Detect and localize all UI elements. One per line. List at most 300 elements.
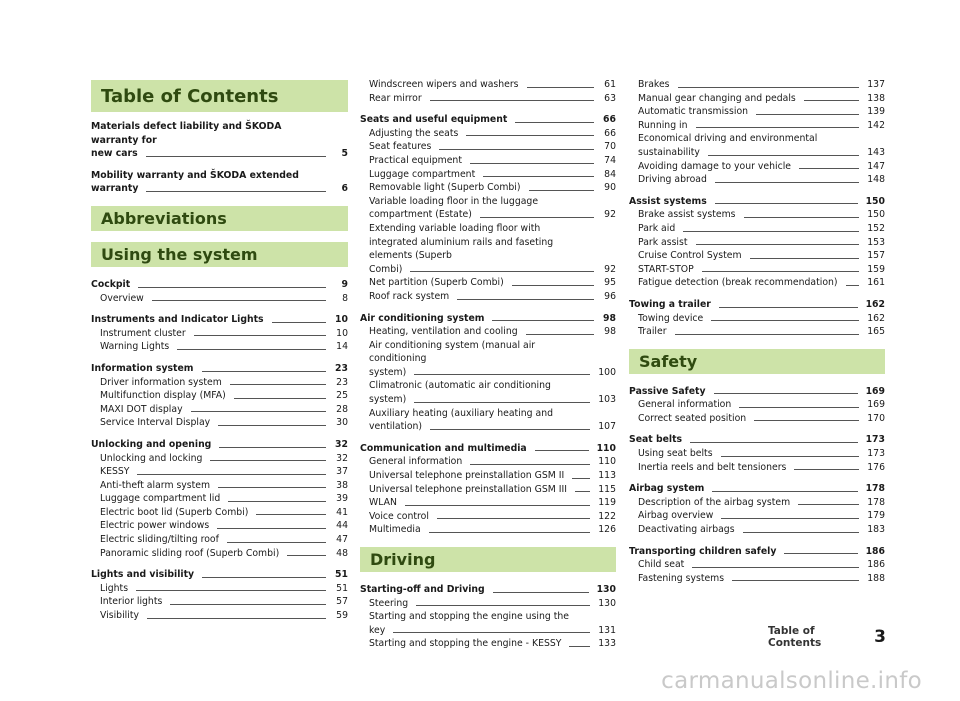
toc-subentry[interactable] [360,154,616,168]
entry-page-number: 41 [336,506,348,518]
entry-title: Luggage compartment lid [100,493,221,505]
toc-subentry[interactable] [360,637,616,651]
entry-title: Towing a trailer [629,298,711,310]
leader-line [719,307,858,308]
entry-title: Seats and useful equipment [360,114,508,126]
entry-page-number: 66 [604,127,616,139]
entry-page-number: 98 [603,312,616,324]
entry-page-number: 152 [867,222,885,234]
entry-title-line1: Starting and stopping the engine using the [369,611,570,623]
leader-line [405,505,590,506]
leader-line [696,127,860,128]
leader-line [575,491,590,492]
toc-subentry[interactable] [91,292,348,306]
entry-page-number: 84 [604,168,616,180]
entry-title: Correct seated position [638,412,747,424]
toc-subentry[interactable] [629,105,885,119]
leader-line [228,501,326,502]
entry-title: KESSY [100,466,130,478]
leader-line [739,407,859,408]
toc-subentry[interactable] [629,236,885,250]
entry-title: Warning Lights [100,341,170,353]
leader-line [711,320,859,321]
entry-title: Trailer [638,326,667,338]
entry-page-number: 138 [867,92,885,104]
entry-page-number: 44 [336,520,348,532]
toc-subentry[interactable] [629,461,885,475]
entry-title: Combi) [369,263,403,275]
toc-subentry[interactable] [360,379,616,406]
leader-line [708,155,859,156]
leader-line [202,371,327,372]
leader-line [714,393,858,394]
entry-page-number: 186 [865,545,885,557]
entry-title: Running in [638,119,688,131]
toc-chapter-entry[interactable] [91,169,348,196]
entry-title: Driver information system [100,376,222,388]
toc-subentry[interactable] [629,325,885,339]
leader-line [393,632,590,633]
toc-subentry[interactable] [91,609,348,623]
leader-line [675,334,860,335]
entry-page-number: 170 [867,412,885,424]
entry-title: Overview [100,292,144,304]
entry-title: Using seat belts [638,448,713,460]
toc-subentry[interactable] [629,496,885,510]
toc-subentry[interactable] [629,263,885,277]
entry-title: Fastening systems [638,572,725,584]
leader-line [230,384,326,385]
toc-subentry[interactable] [629,249,885,263]
leader-line [146,191,326,192]
toc-subentry[interactable] [91,452,348,466]
leader-line [437,518,590,519]
toc-chapter-entry[interactable] [360,113,616,127]
leader-line [470,464,590,465]
toc-subentry[interactable] [360,127,616,141]
leader-line [470,163,594,164]
toc-subentry[interactable] [629,312,885,326]
entry-title: WLAN [369,497,397,509]
entry-title: Driving abroad [638,174,707,186]
page-number: 3 [874,627,886,647]
entry-page-number: 142 [867,119,885,131]
toc-subentry[interactable] [91,506,348,520]
leader-line [287,555,326,556]
entry-title: Description of the airbag system [638,496,791,508]
entry-title: Electric power windows [100,520,210,532]
entry-page-number: 10 [335,314,348,326]
leader-line [569,646,590,647]
entry-page-number: 183 [867,524,885,536]
leader-line [535,450,589,451]
entry-page-number: 39 [336,493,348,505]
entry-page-number: 159 [867,263,885,275]
leader-line [430,429,590,430]
leader-line [692,567,859,568]
entry-title: Practical equipment [369,154,462,166]
entry-page-number: 186 [867,559,885,571]
entry-title: Service Interval Display [100,417,211,429]
leader-line [690,442,857,443]
section-heading: Abbreviations [91,206,348,231]
entry-page-number: 14 [336,341,348,353]
entry-page-number: 107 [598,421,616,433]
toc-chapter-entry[interactable] [360,583,616,597]
entry-title: Luggage compartment [369,168,476,180]
leader-line [152,300,326,301]
leader-line [798,504,859,505]
entry-title: Deactivating airbags [638,524,735,536]
entry-title: Voice control [369,510,429,522]
entry-title-line1: Air conditioning system (manual air conditioning [369,339,536,365]
leader-line [218,487,326,488]
entry-page-number: 147 [867,160,885,172]
toc-subentry[interactable] [360,496,616,510]
leader-line [146,156,326,157]
entry-page-number: 176 [867,461,885,473]
entry-title: Unlocking and locking [100,452,203,464]
toc-subentry[interactable] [360,523,616,537]
toc-subentry[interactable] [360,140,616,154]
entry-page-number: 38 [336,479,348,491]
entry-title: Child seat [638,559,685,571]
toc-subentry[interactable] [91,465,348,479]
leader-line [466,135,594,136]
entry-page-number: 96 [604,290,616,302]
entry-page-number: 10 [336,327,348,339]
entry-title: Starting-off and Driving [360,584,485,595]
watermark: carmanualsonline.info [661,668,922,694]
toc-subentry[interactable] [360,195,616,222]
entry-title: Windscreen wipers and washers [369,79,519,90]
entry-page-number: 59 [336,610,348,622]
toc-subentry[interactable] [629,572,885,586]
entry-title-line1: Extending variable loading floor with integrated aluminium rails and faseting elements (Superb [369,222,554,262]
leader-line [170,604,326,605]
entry-title: Automatic transmission [638,106,749,118]
leader-line [219,447,326,448]
entry-title: Multifunction display (MFA) [100,390,226,402]
entry-page-number: 137 [867,79,885,90]
entry-page-number: 37 [336,466,348,478]
toc-subentry[interactable] [629,132,885,159]
entry-title: Airbag system [629,483,705,495]
entry-title: system) [369,394,407,406]
toc-subentry[interactable] [91,416,348,430]
toc-subentry[interactable] [629,398,885,412]
entry-title: Adjusting the seats [369,127,459,139]
entry-title: system) [369,366,407,378]
toc-subentry[interactable] [360,325,616,339]
entry-title: Park aid [638,222,676,234]
entry-page-number: 131 [598,624,616,636]
leader-line [217,528,326,529]
leader-line [147,618,326,619]
entry-page-number: 169 [865,385,885,397]
entry-page-number: 150 [867,209,885,221]
toc-subentry[interactable] [629,412,885,426]
entry-page-number: 133 [598,638,616,650]
entry-title: Unlocking and opening [91,438,212,450]
leader-line [227,542,326,543]
leader-line [756,114,859,115]
entry-page-number: 173 [865,434,885,446]
entry-title: Communication and multimedia [360,442,527,454]
toc-subentry[interactable] [91,547,348,561]
toc-subentry[interactable] [91,595,348,609]
toc-subentry[interactable] [360,597,616,611]
entry-page-number: 70 [604,141,616,153]
toc-chapter-entry[interactable] [91,362,348,376]
entry-title: Brakes [638,79,670,90]
entry-title: Interior lights [100,596,163,608]
toc-subentry[interactable] [360,92,616,106]
entry-title: Lights [100,582,129,594]
entry-page-number: 48 [336,547,348,559]
entry-page-number: 179 [867,510,885,522]
entry-title: Lights and visibility [91,569,195,581]
toc-subentry[interactable] [629,222,885,236]
toc-subentry[interactable] [629,78,885,92]
toc-column-1 [91,80,348,623]
toc-chapter-entry[interactable] [91,120,348,161]
entry-page-number: 98 [604,326,616,338]
toc-chapter-entry[interactable] [629,298,885,312]
entry-title: Visibility [100,610,139,622]
entry-title: warranty [91,183,139,195]
section-heading: Driving [360,547,616,572]
toc-subentry[interactable] [629,509,885,523]
toc-subentry[interactable] [629,160,885,174]
leader-line [702,271,860,272]
toc-subentry[interactable] [360,290,616,304]
toc-chapter-entry[interactable] [91,313,348,327]
toc-subentry[interactable] [360,339,616,380]
entry-page-number: 115 [598,483,616,495]
entry-title: Brake assist systems [638,209,736,221]
entry-title: Manual gear changing and pedals [638,92,796,104]
entry-title: Air conditioning system [360,312,485,324]
leader-line [732,580,859,581]
leader-line [194,335,326,336]
toc-subentry[interactable] [91,403,348,417]
page-title: Table of Contents [91,80,348,112]
entry-page-number: 153 [867,236,885,248]
toc-subentry[interactable] [360,222,616,276]
entry-page-number: 32 [336,452,348,464]
leader-line [138,287,326,288]
entry-title: ventilation) [369,421,423,433]
leader-line [712,491,857,492]
toc-chapter-entry[interactable] [629,195,885,209]
leader-line [410,271,594,272]
entry-title: Heating, ventilation and cooling [369,326,518,338]
entry-title: General information [638,399,732,411]
toc-chapter-entry[interactable] [629,482,885,496]
toc-subentry[interactable] [91,389,348,403]
leader-line [715,182,859,183]
entry-page-number: 150 [865,195,885,207]
entry-page-number: 169 [867,399,885,411]
toc-subentry[interactable] [360,483,616,497]
entry-title-line1: Auxiliary heating (auxiliary heating and [369,407,553,419]
toc-subentry[interactable] [360,610,616,637]
toc-subentry[interactable] [91,533,348,547]
toc-subentry[interactable] [629,92,885,106]
leader-line [414,374,590,375]
entry-page-number: 165 [867,326,885,338]
entry-title: Assist systems [629,195,707,207]
entry-page-number: 32 [335,438,348,450]
entry-page-number: 188 [867,572,885,584]
toc-subentry[interactable] [91,479,348,493]
entry-page-number: 57 [336,596,348,608]
entry-title: Avoiding damage to your vehicle [638,160,792,172]
entry-title: Seat features [369,141,432,153]
entry-page-number: 5 [341,148,348,160]
toc-subentry[interactable] [629,276,885,290]
entry-title: Transporting children safely [629,545,777,557]
footer-title: Table of Contents [768,625,822,649]
entry-title: Electric boot lid (Superb Combi) [100,506,249,518]
entry-title: Information system [91,362,194,374]
entry-page-number: 100 [598,366,616,378]
leader-line [492,320,594,321]
toc-subentry[interactable] [629,447,885,461]
leader-line [721,518,859,519]
entry-page-number: 90 [604,182,616,194]
leader-line [210,460,326,461]
entry-title: Seat belts [629,434,683,446]
section-heading: Using the system [91,242,348,267]
entry-title: START-STOP [638,263,694,275]
entry-title: Park assist [638,236,688,248]
entry-page-number: 47 [336,534,348,546]
entry-title-line1: Economical driving and environmental [638,133,818,145]
entry-page-number: 113 [598,470,616,482]
toc-subentry[interactable] [629,523,885,537]
leader-line [493,592,589,593]
toc-subentry[interactable] [360,181,616,195]
entry-page-number: 51 [335,569,348,581]
toc-subentry[interactable] [629,119,885,133]
entry-page-number: 119 [598,497,616,509]
toc-subentry[interactable] [360,469,616,483]
toc-subentry[interactable] [360,407,616,434]
toc-chapter-entry[interactable] [629,433,885,447]
toc-subentry[interactable] [360,510,616,524]
leader-line [218,425,326,426]
toc-chapter-entry[interactable] [91,568,348,582]
entry-page-number: 178 [865,483,885,495]
entry-title: Rear mirror [369,92,422,104]
entry-page-number: 66 [603,114,616,126]
toc-subentry[interactable] [91,519,348,533]
toc-subentry[interactable] [360,78,616,92]
entry-page-number: 61 [604,79,616,90]
leader-line [715,203,858,204]
toc-chapter-entry[interactable] [360,442,616,456]
toc-chapter-entry[interactable] [91,438,348,452]
toc-subentry[interactable] [91,376,348,390]
leader-line [480,217,594,218]
entry-title-line1: Climatronic (automatic air conditioning [369,380,551,392]
entry-title: Universal telephone preinstallation GSM III [369,483,567,495]
toc-column-3 [629,78,885,585]
leader-line [794,469,859,470]
leader-line [177,349,326,350]
leader-line [272,322,326,323]
toc-chapter-entry[interactable] [91,278,348,292]
leader-line [416,605,590,606]
toc-subentry[interactable] [360,168,616,182]
leader-line [527,87,594,88]
toc-chapter-entry[interactable] [629,385,885,399]
toc-subentry[interactable] [629,173,885,187]
entry-title: Instrument cluster [100,327,186,339]
toc-chapter-entry[interactable] [629,545,885,559]
leader-line [678,87,860,88]
entry-title: MAXI DOT display [100,403,183,415]
toc-chapter-entry[interactable] [360,312,616,326]
toc-subentry[interactable] [91,340,348,354]
entry-title: Roof rack system [369,290,450,302]
toc-subentry[interactable] [360,276,616,290]
entry-title: Fatigue detection (break recommendation) [638,277,838,289]
toc-subentry[interactable] [629,208,885,222]
entry-page-number: 92 [604,263,616,275]
leader-line [137,474,326,475]
entry-title: General information [369,456,463,468]
entry-title: Universal telephone preinstallation GSM II [369,470,565,482]
entry-title: Starting and stopping the engine - KESSY [369,638,562,650]
leader-line [483,176,594,177]
leader-line [529,190,595,191]
entry-title: Anti-theft alarm system [100,479,211,491]
entry-title: sustainability [638,146,700,158]
entry-page-number: 30 [336,417,348,429]
leader-line [430,100,594,101]
entry-page-number: 103 [598,394,616,406]
leader-line [784,553,857,554]
toc-subentry[interactable] [360,455,616,469]
leader-line [754,420,859,421]
entry-page-number: 28 [336,403,348,415]
entry-page-number: 122 [598,510,616,522]
leader-line [804,100,859,101]
toc-column-2 [360,78,616,651]
leader-line [696,244,860,245]
entry-title: Electric sliding/tilting roof [100,534,219,546]
leader-line [743,532,860,533]
entry-page-number: 178 [867,496,885,508]
entry-page-number: 23 [336,376,348,388]
entry-page-number: 139 [867,106,885,118]
entry-page-number: 6 [341,183,348,195]
toc-subentry[interactable] [91,327,348,341]
toc-subentry[interactable] [91,492,348,506]
leader-line [414,402,590,403]
leader-line [256,514,326,515]
entry-page-number: 110 [598,456,616,468]
entry-page-number: 161 [867,277,885,289]
entry-title: new cars [91,148,138,160]
toc-subentry[interactable] [629,558,885,572]
leader-line [799,168,859,169]
entry-page-number: 95 [604,277,616,289]
toc-subentry[interactable] [91,582,348,596]
